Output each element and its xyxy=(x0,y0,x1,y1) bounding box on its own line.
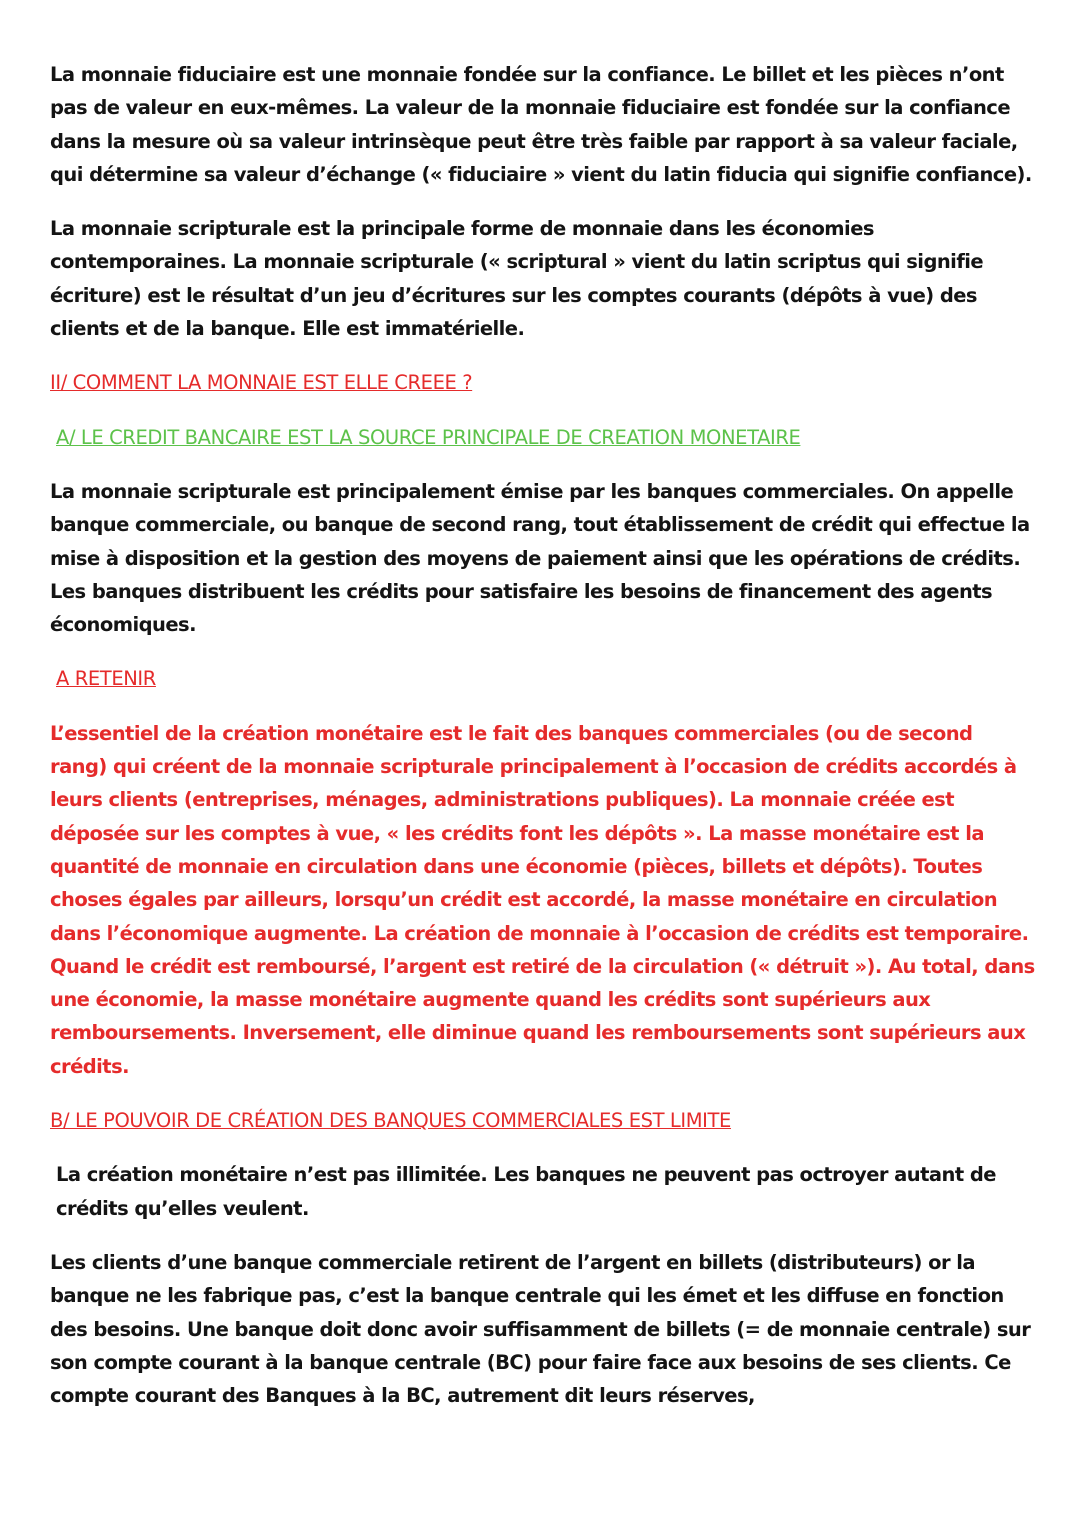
paragraph-banques-commerciales: La monnaie scripturale est principalement émise par les banques commerciales. On appelle banque commerciale, ou banque de second rang, tout établissement de crédit qui effectue la mise à disposition et la gestion des moyens de paiement ainsi que les opérations de crédits. Les banques distribuent les crédits pour satisfaire les besoins de financement des agents économiques. xyxy=(50,479,1030,637)
paragraph-creation-limitee: La création monétaire n’est pas illimitée. Les banques ne peuvent pas octroyer autant de crédits qu’elles veulent. xyxy=(56,1163,996,1220)
paragraph-billets-banque-centrale: Les clients d’une banque commerciale retirent de l’argent en billets (distributeurs) or la banque ne les fabrique pas, c’est la banque centrale qui les émet et les diffuse en fonction des besoins. Une banque doit donc avoir suffisamment de billets (= de monnaie centrale) sur son compte courant à la banque centrale (BC) pour faire face aux besoins de ses clients. Ce compte courant des Banques à la BC, autrement dit leurs réserves, xyxy=(50,1250,1031,1408)
heading-section-2a: A/ LE CREDIT BANCAIRE EST LA SOURCE PRINCIPALE DE CREATION MONETAIRE xyxy=(56,425,801,449)
paragraph-monnaie-scripturale: La monnaie scripturale est la principale forme de monnaie dans les économies contemporaines. La monnaie scripturale (« scriptural » vient du latin scriptus qui signifie écriture) est le résultat d’un jeu d’écritures sur les comptes courants (dépôts à vue) des clients et de la banque. Elle est immatérielle. xyxy=(50,217,984,341)
heading-a-retenir: A RETENIR xyxy=(56,667,156,691)
paragraph-monnaie-fiduciaire: La monnaie fiduciaire est une monnaie fondée sur la confiance. Le billet et les pièces n’ont pas de valeur en eux-mêmes. La valeur de la monnaie fiduciaire est fondée sur la confiance dans la mesure où sa valeur intrinsèque peut être très faible par rapport à sa valeur faciale, qui détermine sa valeur d’échange (« fiduciaire » vient du latin fiducia qui signifie confiance). xyxy=(50,63,1032,186)
document-page xyxy=(50,58,1035,1433)
heading-section-2: II/ COMMENT LA MONNAIE EST ELLE CREEE ? xyxy=(50,371,473,395)
paragraph-a-retenir: L’essentiel de la création monétaire est le fait des banques commerciales (ou de second rang) qui créent de la monnaie scripturale principalement à l’occasion de crédits accordés à leurs clients (entreprises, ménages, administrations publiques). La monnaie créée est déposée sur les comptes à vue, « les crédits font les dépôts ». La masse monétaire est la quantité de monnaie en circulation dans une économie (pièces, billets et dépôts). Toutes choses égales par ailleurs, lorsqu’un crédit est accordé, la masse monétaire en circulation dans l’économique augmente. La création de monnaie à l’occasion de crédits est temporaire. Quand le crédit est remboursé, l’argent est retiré de la circulation (« détruit »). Au total, dans une économie, la masse monétaire augmente quand les crédits sont supérieurs aux remboursements. Inversement, elle diminue quand les remboursements sont supérieurs aux crédits. xyxy=(50,721,1035,1078)
heading-section-2b: B/ LE POUVOIR DE CRÉATION DES BANQUES COMMERCIALES EST LIMITE xyxy=(50,1109,731,1133)
